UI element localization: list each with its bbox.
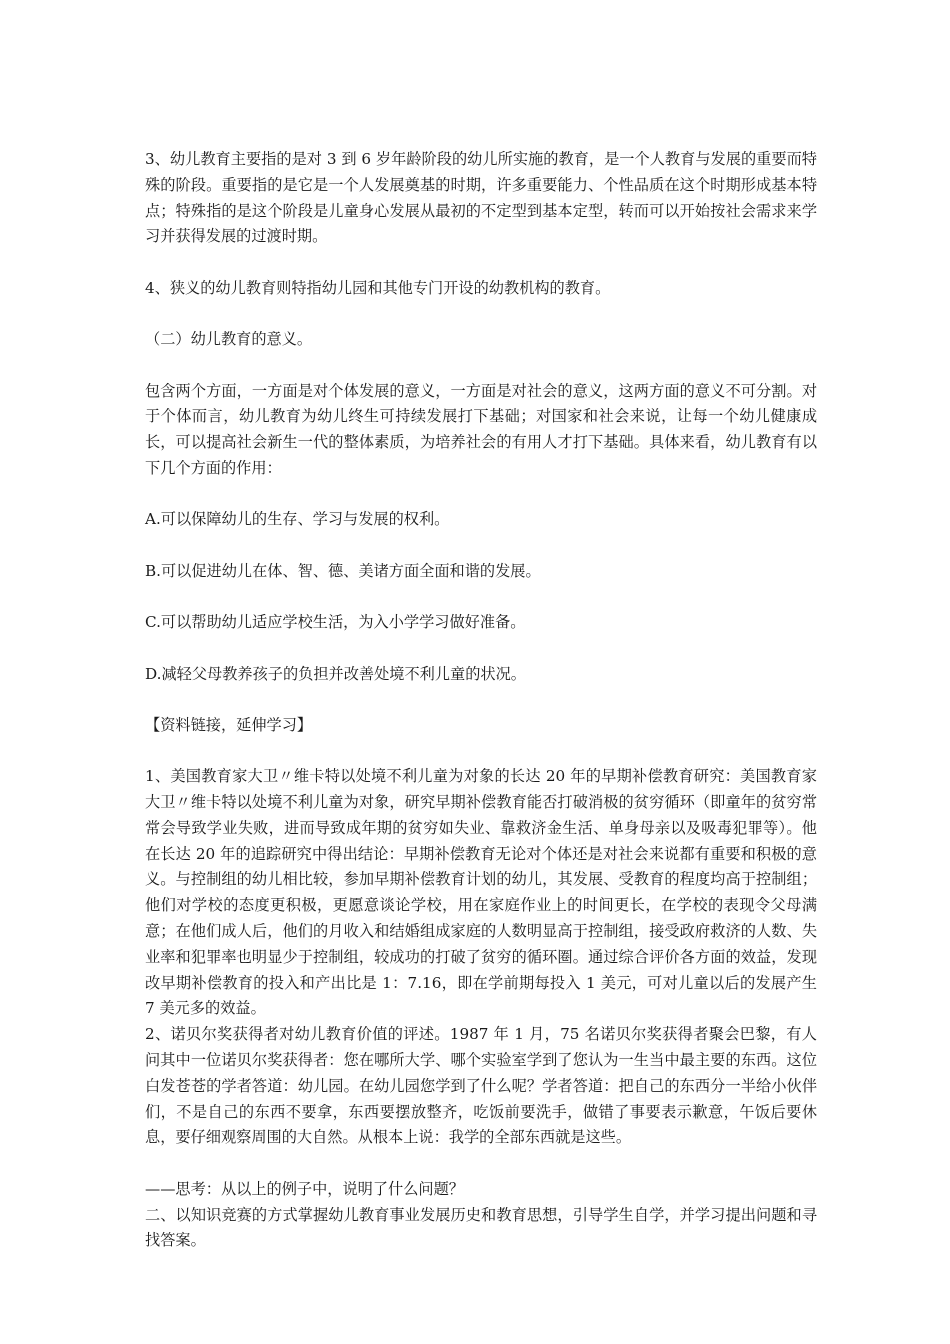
list-item-b: B.可以促进幼儿在体、智、德、美诸方面全面和谐的发展。 <box>145 561 541 580</box>
list-item-a: A.可以保障幼儿的生存、学习与发展的权利。 <box>145 510 450 529</box>
paragraph-knowledge-contest: 二、以知识竞赛的方式掌握幼儿教育事业发展历史和教育思想，引导学生自学，并学习提出问题和寻找答案。 <box>145 1205 817 1250</box>
list-item-c: C.可以帮助幼儿适应学校生活，为入小学学习做好准备。 <box>145 613 526 632</box>
document-body <box>145 147 817 1254</box>
section-heading-significance: （二）幼儿教育的意义。 <box>145 330 313 349</box>
paragraph-weikart-study: 1、美国教育家大卫〃维卡特以处境不利儿童为对象的长达 20 年的早期补偿教育研究：美国教育家大卫〃维卡特以处境不利儿童为对象，研究早期补偿教育能否打破消极的贫穷循环（即童年的贫穷常常会导致学业失败，进而导致成年期的贫穷如失业、靠救济金生活、单身母亲以及吸毒犯罪等）。他在长达 20 年的追踪研究中得出结论：早期补偿教育无论对个体还是对社会来说都有重要和积极的意义。与控制组的幼儿相比较，参加早期补偿教育计划的幼儿，其发展、受教育的程度均高于控制组；他们对学校的态度更积极，更愿意谈论学校，用在家庭作业上的时间更长，在学校的表现令父母满意；在他们成人后，他们的月收入和结婚组成家庭的人数明显高于控制组，接受政府救济的人数、失业率和犯罪率也明显少于控制组，较成功的打破了贫穷的循环圈。通过综合评价各方面的效益，发现改早期补偿教育的投入和产出比是 1：7.16，即在学前期每投入 1 美元，可对儿童以后的发展产生 7 美元多的效益。 <box>145 767 817 1018</box>
section-heading-resource-link: 【资料链接，延伸学习】 <box>145 715 313 734</box>
paragraph-item-4-narrow-definition: 4、狭义的幼儿教育则特指幼儿园和其他专门开设的幼教机构的教育。 <box>145 278 611 297</box>
paragraph-nobel-laureate: 2、诺贝尔奖获得者对幼儿教育价值的评述。1987 年 1 月，75 名诺贝尔奖获得者聚会巴黎，有人问其中一位诺贝尔奖获得者：您在哪所大学、哪个实验室学到了您认为一生当中最主要的东西。这位白发苍苍的学者答道：幼儿园。在幼儿园您学到了什么呢？学者答道：把自己的东西分一半给小伙伴们，不是自己的东西不要拿，东西要摆放整齐，吃饭前要洗手，做错了事要表示歉意，午饭后要休息，要仔细观察周围的大自然。从根本上说：我学的全部东西就是这些。 <box>145 1025 817 1147</box>
paragraph-reflection-question: ——思考：从以上的例子中，说明了什么问题？ <box>145 1179 464 1198</box>
list-item-d: D.减轻父母教养孩子的负担并改善处境不利儿童的状况。 <box>145 664 526 683</box>
paragraph-significance-overview: 包含两个方面，一方面是对个体发展的意义，一方面是对社会的意义，这两方面的意义不可分割。对于个体而言，幼儿教育为幼儿终生可持续发展打下基础；对国家和社会来说，让每一个幼儿健康成长，可以提高社会新生一代的整体素质，为培养社会的有用人才打下基础。具体来看，幼儿教育有以下几个方面的作用： <box>145 381 817 477</box>
paragraph-item-3-definition: 3、幼儿教育主要指的是对 3 到 6 岁年龄阶段的幼儿所实施的教育，是一个人教育与发展的重要而特殊的阶段。重要指的是它是一个人发展奠基的时期，许多重要能力、个性品质在这个时期形成基本特点；特殊指的是这个阶段是儿童身心发展从最初的不定型到基本定型，转而可以开始按社会需求来学习并获得发展的过渡时期。 <box>145 150 817 246</box>
